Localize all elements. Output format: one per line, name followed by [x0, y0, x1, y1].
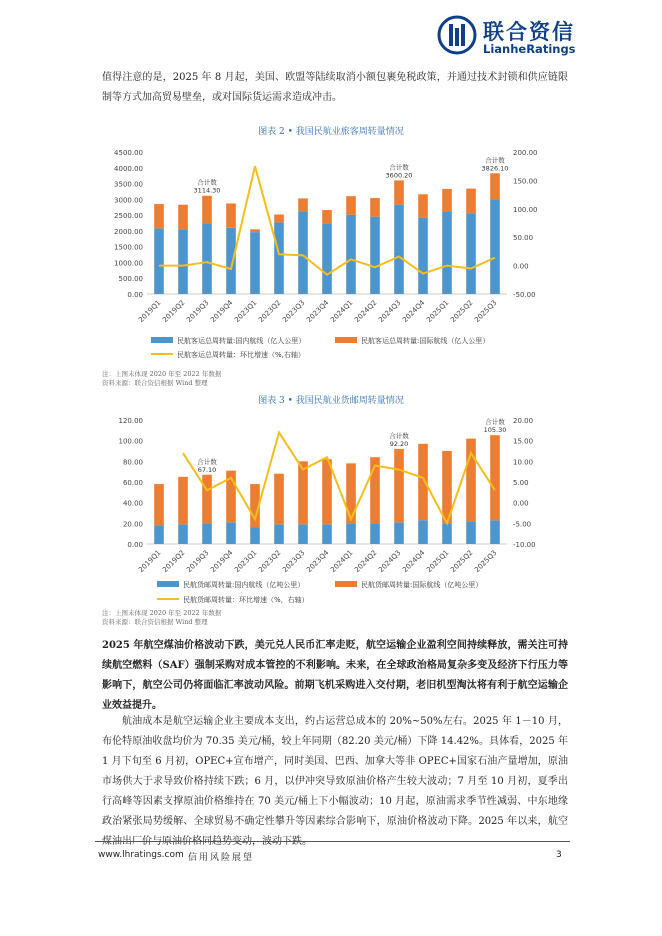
- x-tick-label: 2019Q4: [209, 548, 235, 575]
- y-tick-label: 120.00: [118, 417, 143, 425]
- figure2-source: 资料来源：联合资信根据 Wind 整理: [102, 379, 208, 387]
- y-tick-label: 80.00: [122, 458, 143, 467]
- bar-domestic: [298, 211, 308, 294]
- cargo-turnover-chart: [95, 411, 575, 606]
- bar-domestic: [154, 228, 164, 294]
- bar-international: [418, 444, 428, 520]
- bar-domestic: [394, 205, 404, 294]
- x-tick-label: 2025Q2: [449, 548, 475, 575]
- bar-domestic: [370, 523, 380, 544]
- bar-domestic: [226, 522, 236, 544]
- annotation-value: 92.20: [389, 439, 409, 448]
- y2-tick-label: 50.00: [513, 234, 534, 243]
- bar-domestic: [370, 217, 380, 294]
- y-tick-label: 500.00: [118, 275, 143, 284]
- x-tick-label: 2019Q2: [161, 548, 187, 575]
- x-tick-label: 2023Q4: [305, 298, 331, 325]
- x-tick-label: 2024Q2: [353, 548, 379, 575]
- y-tick-label: 100.00: [118, 437, 143, 446]
- passenger-turnover-chart: [95, 142, 575, 367]
- bar-international: [274, 474, 284, 525]
- legend-swatch-domestic: [157, 581, 179, 587]
- bar-domestic: [226, 228, 236, 294]
- annotation-label: 合计数: [197, 457, 217, 466]
- y-tick-label: 0.00: [127, 541, 143, 549]
- x-tick-label: 2023Q2: [257, 548, 283, 575]
- bar-domestic: [490, 199, 500, 294]
- y-tick-label: 3000.00: [114, 196, 143, 205]
- y-tick-label: 3500.00: [114, 180, 143, 189]
- footer-slogan: 信用风险展望: [188, 853, 255, 863]
- bar-domestic: [298, 524, 308, 544]
- legend-swatch-domestic: [151, 337, 173, 343]
- bar-international: [418, 194, 428, 217]
- x-tick-label: 2025Q3: [473, 298, 499, 325]
- y2-tick-label: -5.00: [513, 520, 532, 529]
- figure2-note: 注：上图未体现 2020 年至 2022 年数据: [102, 370, 222, 378]
- figure3-source: 资料来源：联合资信根据 Wind 整理: [102, 618, 208, 626]
- bar-domestic: [250, 527, 260, 544]
- annotation-value: 67.10: [197, 465, 217, 474]
- bar-international: [490, 435, 500, 520]
- y2-tick-label: 10.00: [513, 458, 534, 467]
- annotation-label: 合计数: [485, 156, 505, 165]
- y-tick-label: 1500.00: [114, 243, 143, 252]
- bar-international: [298, 198, 308, 211]
- annotation-label: 合计数: [197, 178, 217, 187]
- x-tick-label: 2024Q3: [377, 548, 403, 575]
- bar-domestic: [394, 522, 404, 544]
- x-tick-label: 2025Q3: [473, 548, 499, 575]
- x-tick-label: 2023Q3: [281, 298, 307, 325]
- bar-domestic: [202, 523, 212, 544]
- annotation-label: 合计数: [389, 163, 409, 172]
- bar-international: [178, 205, 188, 230]
- legend-label-international: 民航客运总周转量:国际航线（亿人公里）: [361, 337, 490, 345]
- logo-cn-text: 联合资信: [483, 20, 575, 44]
- bar-domestic: [442, 212, 452, 294]
- y2-tick-label: 5.00: [513, 479, 529, 487]
- legend-label-growth: 民航货邮周转量：环比增速（%，右轴）: [183, 596, 309, 604]
- x-tick-label: 2024Q4: [401, 548, 427, 575]
- bar-international: [154, 204, 164, 228]
- y2-tick-label: 0.00: [513, 499, 529, 508]
- bar-international: [490, 173, 500, 199]
- legend-label-international: 民航货邮周转量:国际航线（亿吨公里）: [361, 581, 483, 589]
- y-tick-label: 20.00: [122, 520, 143, 529]
- bar-international: [346, 463, 356, 523]
- annotation-value: 3600.20: [385, 171, 413, 180]
- y-tick-label: 40.00: [122, 499, 143, 508]
- x-tick-label: 2024Q4: [401, 298, 427, 325]
- bar-international: [466, 439, 476, 522]
- bar-international: [370, 198, 380, 217]
- y-tick-label: 60.00: [122, 479, 143, 487]
- x-tick-label: 2019Q1: [137, 298, 163, 325]
- annotation-value: 3826.10: [481, 164, 509, 173]
- y2-tick-label: -10.00: [513, 541, 536, 549]
- bar-international: [466, 189, 476, 214]
- legend-swatch-international: [335, 581, 357, 587]
- y2-tick-label: 15.00: [513, 437, 534, 446]
- annotation-value: 105.30: [483, 426, 507, 435]
- bar-domestic: [466, 521, 476, 544]
- annotation-label: 合计数: [389, 431, 409, 440]
- legend-label-domestic: 民航客运总周转量:国内航线（亿人公里）: [177, 337, 306, 345]
- figure3-note: 注：上图未体现 2020 年至 2022 年数据: [102, 609, 222, 617]
- bar-domestic: [418, 520, 428, 544]
- x-tick-label: 2019Q4: [209, 298, 235, 325]
- bar-international: [394, 449, 404, 522]
- bar-domestic: [490, 520, 500, 544]
- bar-domestic: [154, 525, 164, 544]
- bar-domestic: [466, 213, 476, 294]
- bar-domestic: [202, 223, 212, 294]
- bar-domestic: [178, 524, 188, 544]
- x-tick-label: 2024Q1: [329, 298, 355, 325]
- legend-label-growth: 民航客运总周转量：环比增速（%,右轴）: [177, 351, 305, 359]
- y2-tick-label: 0.00: [513, 262, 529, 271]
- bar-international: [202, 196, 212, 224]
- x-tick-label: 2019Q1: [137, 548, 163, 575]
- x-tick-label: 2025Q1: [425, 548, 451, 575]
- y2-tick-label: -50.00: [513, 291, 536, 299]
- x-tick-label: 2023Q1: [233, 298, 259, 325]
- y2-tick-label: 100.00: [513, 205, 538, 214]
- bar-international: [298, 461, 308, 524]
- bar-domestic: [442, 523, 452, 544]
- bar-domestic: [178, 229, 188, 294]
- logo-en-text: LianheRatings: [483, 42, 576, 56]
- annotation-label: 合计数: [485, 418, 505, 427]
- legend-label-domestic: 民航货邮周转量:国内航线（亿吨公里）: [183, 581, 305, 589]
- figure3-title: 图表 3 • 我国民航业货邮周转量情况: [258, 396, 404, 406]
- x-tick-label: 2019Q3: [185, 298, 211, 325]
- x-tick-label: 2019Q2: [161, 298, 187, 325]
- x-tick-label: 2023Q1: [233, 548, 259, 575]
- bar-domestic: [250, 232, 260, 294]
- y-tick-label: 1000.00: [114, 259, 143, 268]
- footer-divider: [95, 841, 570, 842]
- footer-url: www.lhratings.com: [98, 850, 184, 860]
- lianhe-logo: [437, 14, 637, 60]
- lianhe-logo-icon: [437, 14, 477, 56]
- x-tick-label: 2023Q3: [281, 548, 307, 575]
- bar-international: [346, 196, 356, 215]
- y2-tick-label: 150.00: [513, 177, 538, 186]
- bar-domestic: [322, 224, 332, 294]
- bar-domestic: [418, 218, 428, 294]
- bar-domestic: [322, 524, 332, 544]
- bar-domestic: [274, 524, 284, 544]
- paragraph-fuel-cost: 航油成本是航空运输企业主要成本支出，约占运营总成本的 20%~50%左右。2025 年 1－10 月，布伦特原油收盘均价为 70.35 美元/桶，较上年同期（82.20 美元/桶）下降 14.42%。具体看，2025 年 1 月下旬至 6 月初，OPEC+宣布增产，同时美国、巴西、加拿大等非 OPEC+国家石油产量增加，原油市场供大于求导致价格持续下跌；6 月，以伊冲突导致原油价格产生较大波动；7 月至 10 月初，夏季出行高峰等因素支撑原油价格维持在 70 美元/桶上下小幅波动；10 月起，原油需求季节性减弱、中东地缘政治紧张局势缓解、全球贸易不确定性攀升等因素综合影响下，原油价格波动下降。2025 年以来，航空煤油出厂价与原油价格同趋势变动，波动下跌。: [102, 716, 568, 847]
- bar-domestic: [274, 222, 284, 294]
- figure2-title: 图表 2 • 我国民航业旅客周转量情况: [258, 127, 404, 137]
- bar-international: [154, 484, 164, 525]
- paragraph-intro: 值得注意的是，2025 年 8 月起，美国、欧盟等陆续取消小额包裹免税政策，并通过技术封锁和供应链限制等方式加高贸易壁垒，或对国际货运需求造成冲击。: [102, 72, 568, 103]
- y-tick-label: 4000.00: [114, 164, 143, 173]
- y-tick-label: 0.00: [127, 291, 143, 299]
- x-tick-label: 2024Q3: [377, 298, 403, 325]
- y2-tick-label: 200.00: [513, 149, 538, 157]
- x-tick-label: 2025Q2: [449, 298, 475, 325]
- x-tick-label: 2025Q1: [425, 298, 451, 325]
- y-tick-label: 2000.00: [114, 227, 143, 236]
- paragraph-summary-bold: 2025 年航空煤油价格波动下跌，美元兑人民币汇率走贬，航空运输企业盈利空间持续释放，需关注可持续航空燃料（SAF）强制采购对成本管控的不利影响。未来，在全球政治格局复杂多变及经济下行压力等影响下，航空公司仍将面临汇率波动风险。前期飞机采购进入交付期，老旧机型淘汰将有利于航空运输企业效益提升。: [102, 640, 568, 711]
- legend-swatch-international: [335, 337, 357, 343]
- x-tick-label: 2024Q2: [353, 298, 379, 325]
- bar-international: [442, 189, 452, 212]
- bar-domestic: [346, 523, 356, 544]
- x-tick-label: 2023Q4: [305, 548, 331, 575]
- bar-international: [394, 180, 404, 204]
- x-tick-label: 2023Q2: [257, 298, 283, 325]
- annotation-value: 3114.30: [193, 186, 221, 195]
- x-tick-label: 2019Q3: [185, 548, 211, 575]
- bar-international: [226, 203, 236, 227]
- bar-international: [274, 214, 284, 222]
- bar-international: [202, 475, 212, 524]
- y-tick-label: 2500.00: [114, 212, 143, 221]
- bar-international: [178, 477, 188, 525]
- bar-international: [322, 459, 332, 524]
- x-tick-label: 2024Q1: [329, 548, 355, 575]
- bar-international: [322, 210, 332, 224]
- y-tick-label: 4500.00: [114, 149, 143, 157]
- bar-domestic: [346, 215, 356, 294]
- page-number: 3: [556, 850, 562, 860]
- bar-international: [250, 229, 260, 232]
- y2-tick-label: 20.00: [513, 417, 534, 425]
